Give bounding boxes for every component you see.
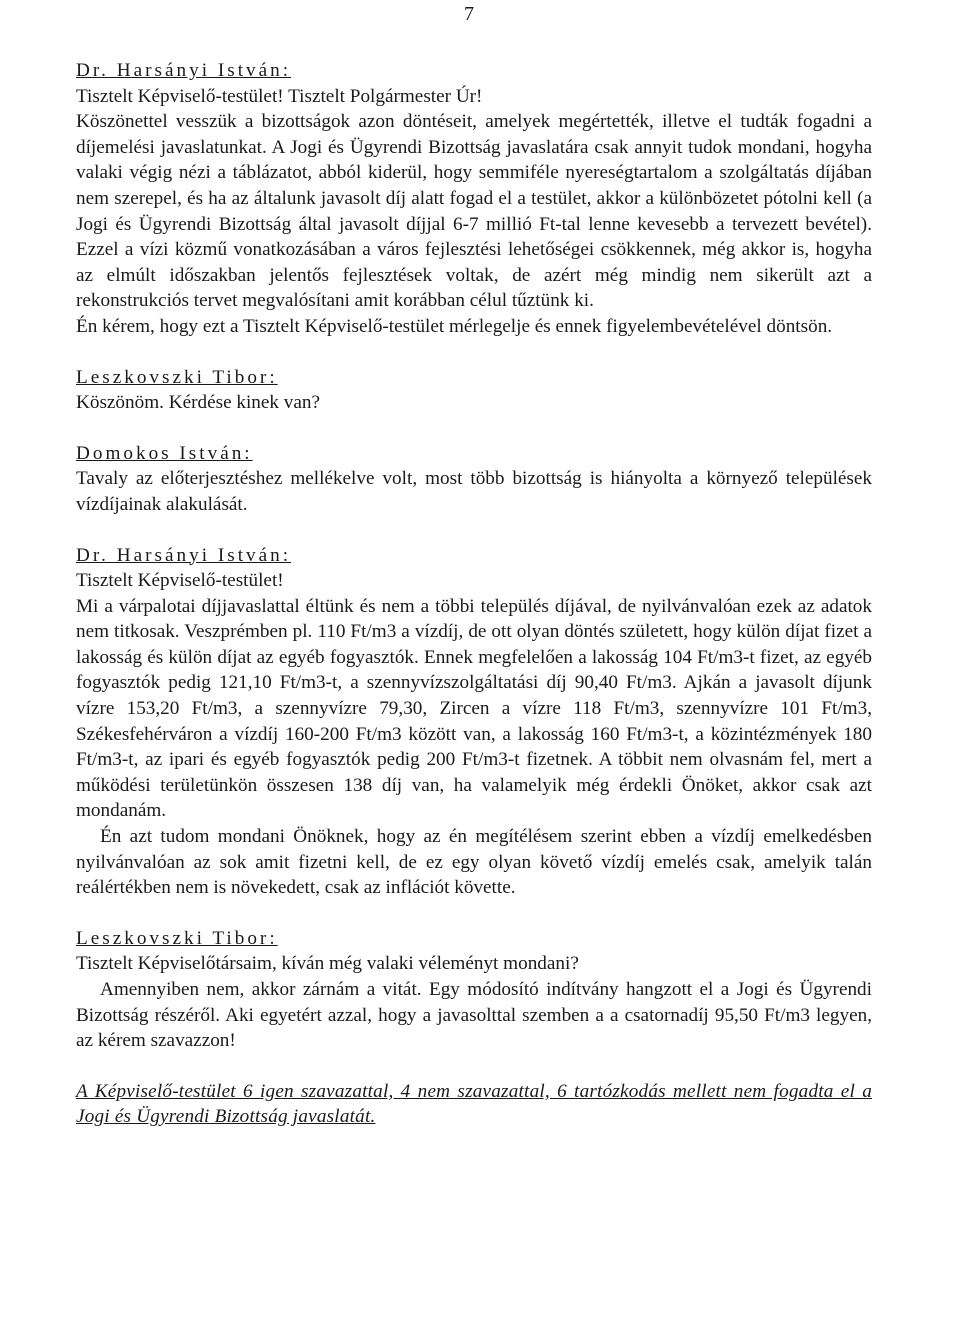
speech-paragraph: Én azt tudom mondani Önöknek, hogy az én megítélésem szerint ebben a vízdíj emelkedésben nyilvánvalóan az sok amit fizetni kell, de ez egy olyan követő vízdíj emelés csak, amelyik talán reálértékben nem is növekedett, csak az inflációt követte. (76, 826, 872, 899)
speaker-name: Leszkovszki Tibor: (76, 366, 278, 388)
speaker-name: Dr. Harsányi István: (76, 544, 292, 566)
speech-domokos (76, 441, 872, 518)
speech-leszkovszki-2 (76, 926, 872, 1054)
speech-paragraph: Én kérem, hogy ezt a Tisztelt Képviselő-testület mérlegelje és ennek figyelembevételével döntsön. (76, 315, 833, 337)
speaker-name: Dr. Harsányi István: (76, 60, 292, 81)
speech-paragraph: Tavaly az előterjesztéshez mellékelve volt, most több bizottság is hiányolta a környező települések vízdíjainak alakulását. (76, 468, 872, 515)
document-body (76, 58, 872, 1130)
page-number: 7 (464, 3, 474, 25)
speech-paragraph: Amennyiben nem, akkor zárnám a vitát. Egy módosító indítvány hangzott el a Jogi és Ügyrendi Bizottság részéről. Aki egyetért azzal, hogy a javasolttal szemben a a csatornadíj 95,50 Ft/m3 legyen, az kérem szavazzon! (76, 979, 872, 1052)
speech-paragraph: Tisztelt Képviselőtársaim, kíván még valaki véleményt mondani? (76, 953, 579, 975)
speech-harsanyi-1 (76, 58, 872, 340)
speech-paragraph: Köszönettel vesszük a bizottságok azon döntéseit, amelyek megértették, illetve el tudták fogadni a díjemelési javaslatunkat. A Jogi és Ügyrendi Bizottság javaslatára csak annyit tudok mondani, hogyha valaki végig nézi a táblázatot, abból kiderül, hogy semmiféle nyereségtartalom a szolgáltatás díjában nem szerepel, és ha az általunk javasolt díj alatt fogad el a testület, akkor a különbözetet pótolni kell (a Jogi és Ügyrendi Bizottság által javasolt díjjal 6-7 millió Ft-tal lenne kevesebb a tervezett bevétel). Ezzel a vízi közmű vonatkozásában a város fejlesztési lehetőségei csökkennek, még akkor is, hogyha az elmúlt időszakban jelentős fejlesztések voltak, de azért még mindig nem sikerült azt a rekonstrukciós tervet megvalósítani amit korábban célul tűztünk ki. (76, 111, 872, 312)
speaker-name: Leszkovszki Tibor: (76, 927, 278, 949)
resolution-text: A Képviselő-testület 6 igen szavazattal, 4 nem szavazattal, 6 tartózkodás mellett nem fogadta el a Jogi és Ügyrendi Bizottság javaslatát. (76, 1080, 872, 1128)
speech-paragraph: Tisztelt Képviselő-testület! (76, 570, 284, 592)
speech-harsanyi-2 (76, 543, 872, 901)
speech-paragraph: Tisztelt Képviselő-testület! Tisztelt Polgármester Úr! (76, 85, 483, 107)
speech-paragraph: Mi a várpalotai díjjavaslattal éltünk és nem a többi település díjával, de nyilvánvalóan ezek az adatok nem titkosak. Veszprémben pl. 110 Ft/m3 a vízdíj, de ott olyan döntés született, hogy külön díjat fizet a lakosság és külön díjat az egyéb fogyasztók. Ennek megfelelően a lakosság 104 Ft/m3-t fizet, az egyéb fogyasztók pedig 121,10 Ft/m3-t, a szennyvízszolgáltatási díj 90,40 Ft/m3. Ajkán a javasolt díjunk vízre 153,20 Ft/m3, a szennyvízre 79,30, Zircen a vízre 118 Ft/m3, szennyvízre 101 Ft/m3, Székesfehérváron a vízdíj 160-200 Ft/m3 között van, a lakosság 160 Ft/m3-t, a közintézmények 180 Ft/m3-t, az ipari és egyéb fogyasztók pedig 200 Ft/m3-t fizetnek. A többit nem olvasnám fel, mert a működési területünkön összesen 138 díj van, ha valamelyik még érdekli Önöket, akkor csak azt mondanám. (76, 595, 872, 822)
speech-leszkovszki-1 (76, 365, 872, 416)
speaker-name: Domokos István: (76, 442, 253, 464)
speech-paragraph: Köszönöm. Kérdése kinek van? (76, 392, 321, 414)
